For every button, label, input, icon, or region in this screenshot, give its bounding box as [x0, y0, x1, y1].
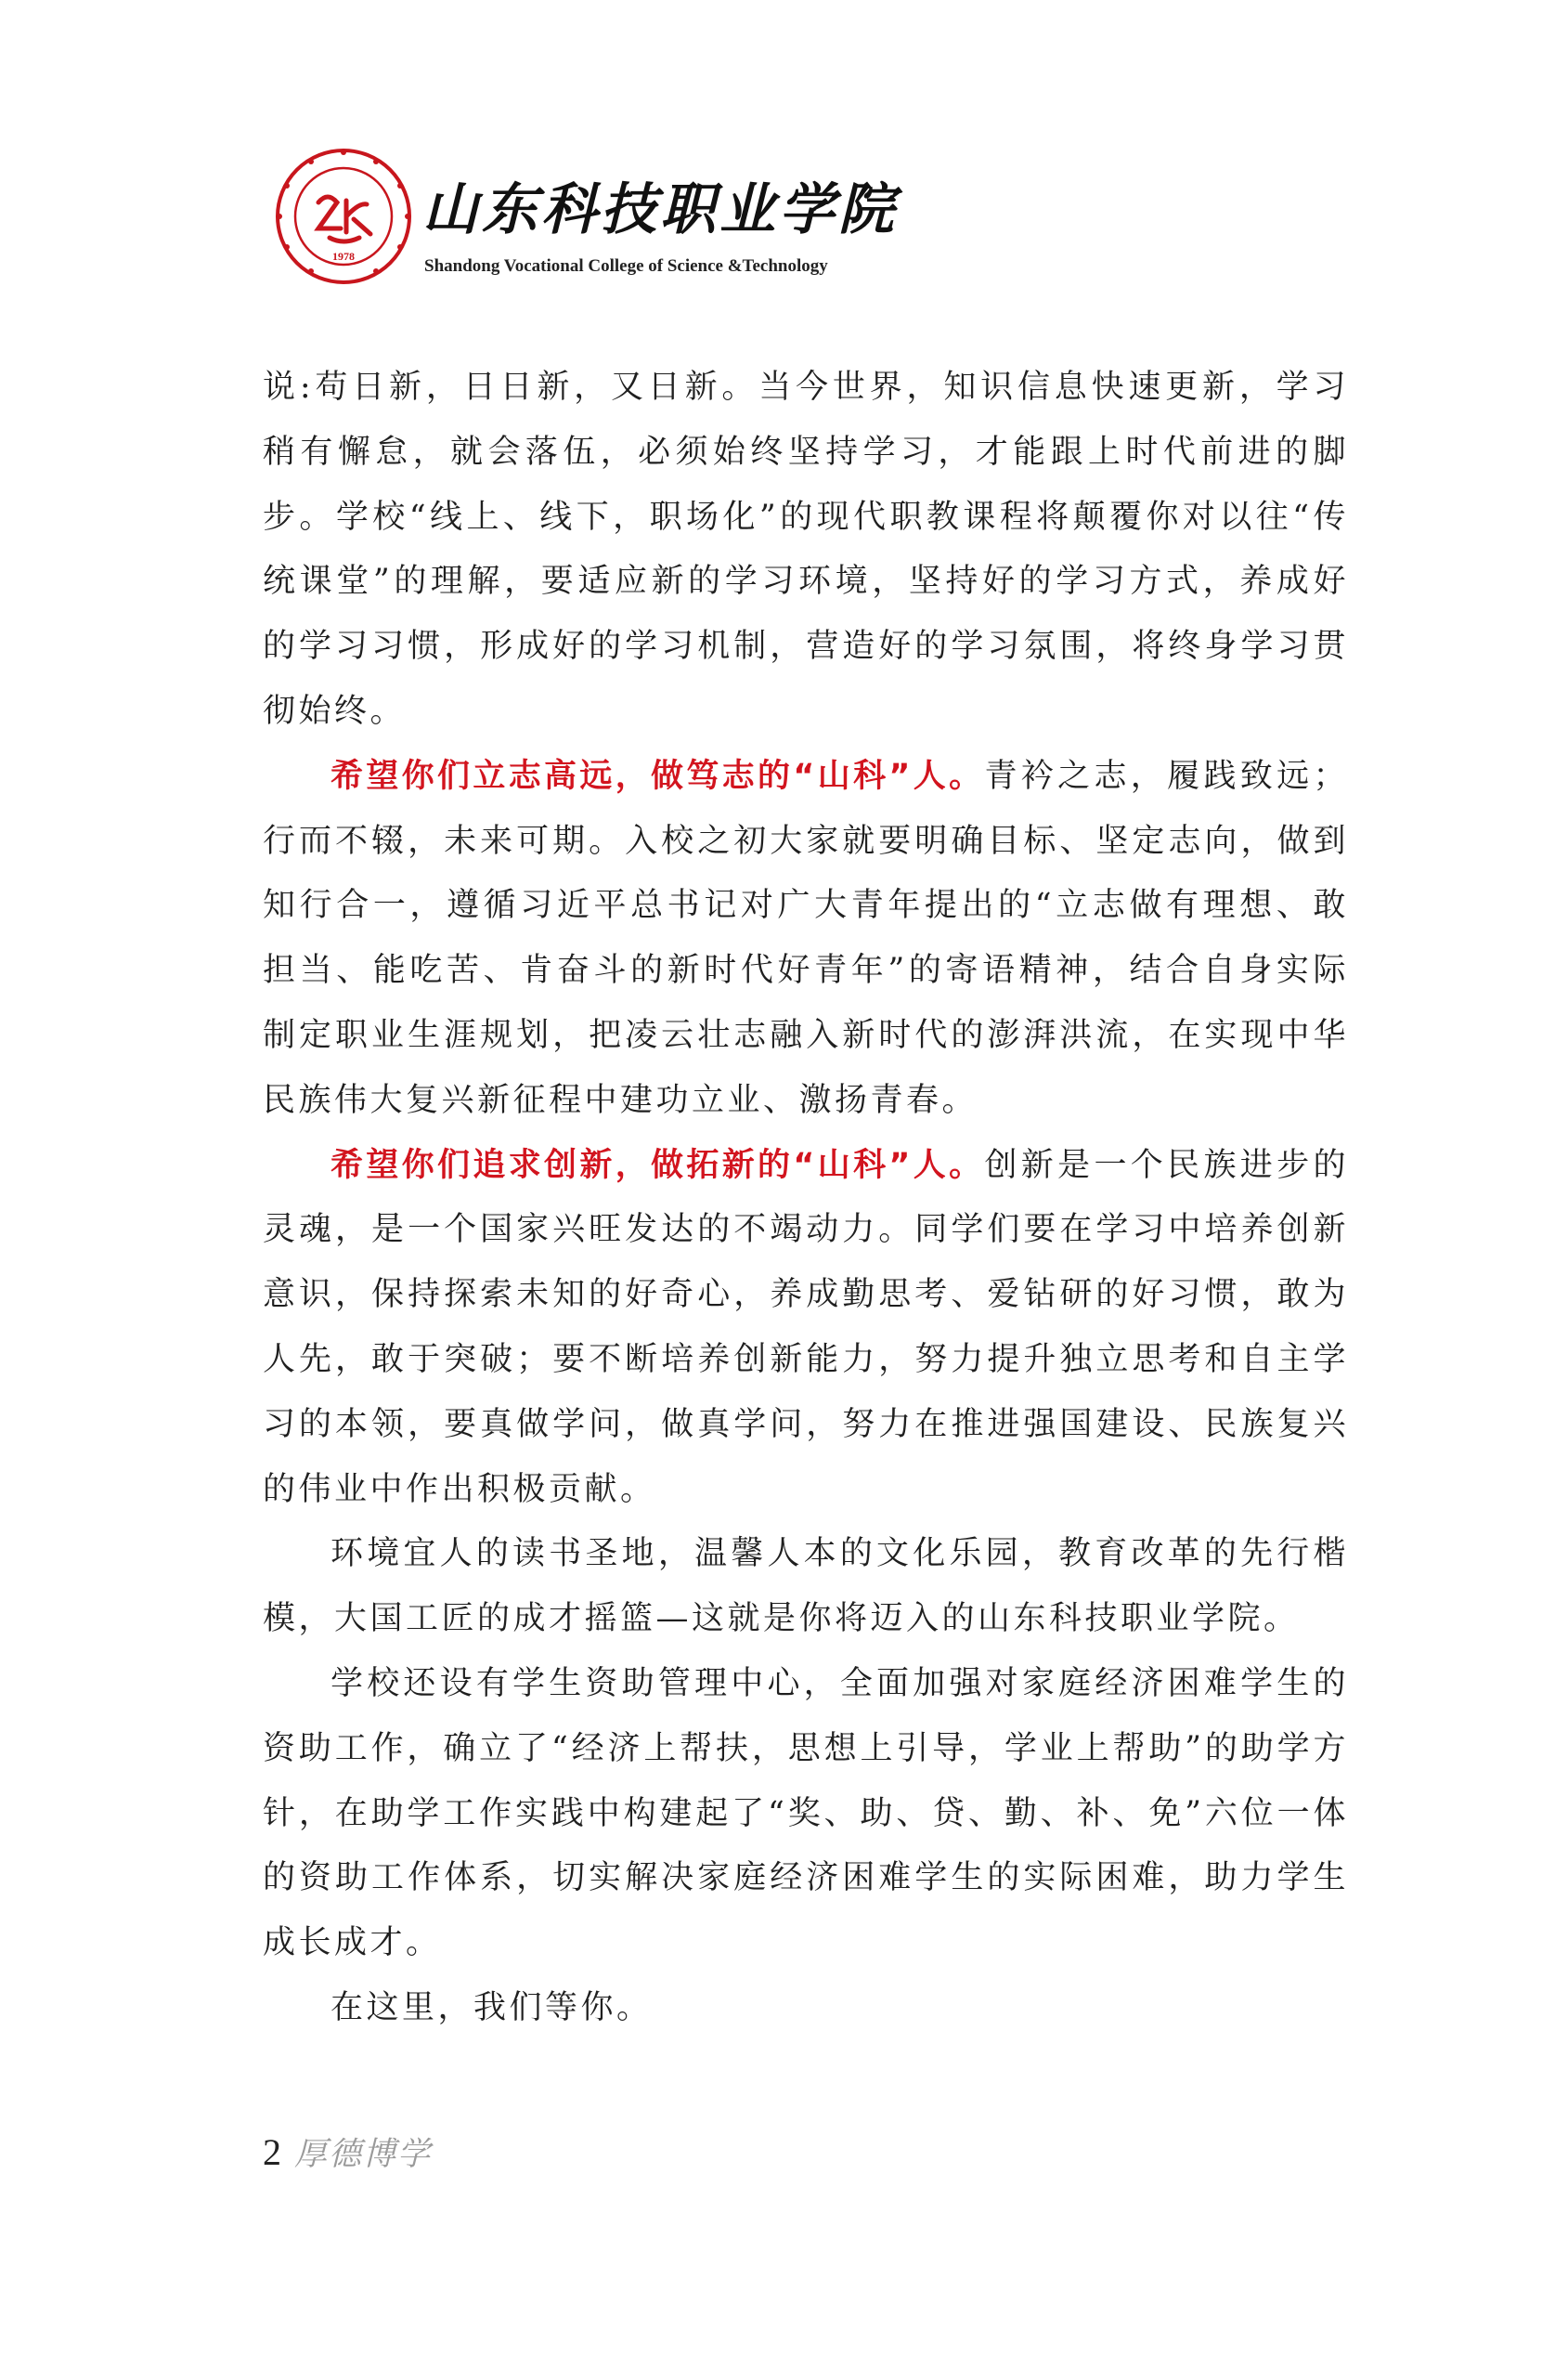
page-footer [263, 2131, 433, 2173]
paragraph-ambition-text: 青衿之志，履践致远；行而不辍，未来可期。入校之初大家就要明确目标、坚定志向，做到知行合一，遵循习近平总书记对广大青年提出的“立志做有理想、敢担当、能吃苦、肯奋斗的新时代好青年”的寄语精神，结合自身实际制定职业生涯规划，把凌云壮志融入新时代的澎湃洪流，在实现中华民族伟大复兴新征程中建功立业、激扬青春。 [263, 757, 1349, 1119]
highlight-innovation: 希望你们追求创新，做拓新的“山科”人。 [330, 1146, 985, 1184]
page-header [274, 147, 898, 305]
paragraph-closing: 在这里，我们等你。 [330, 1988, 653, 2026]
paragraph-campus: 环境宜人的读书圣地，温馨人本的文化乐园，教育改革的先行楷模，大国工匠的成才摇篮—这就是你将迈入的山东科技职业学院。 [263, 1535, 1349, 1638]
paragraph-ambition [263, 745, 1349, 1134]
paragraph-innovation [263, 1134, 1349, 1523]
page-number: 2 [263, 2131, 281, 2173]
paragraph-innovation-text: 创新是一个民族进步的灵魂，是一个国家兴旺发达的不竭动力。同学们要在学习中培养创新意识，保持探索未知的好奇心，养成勤思考、爱钻研的好习惯，敢为人先，敢于突破；要不断培养创新能力，努力提升独立思考和自主学习的本领，要真做学问，做真学问，努力在推进强国建设、民族复兴的伟业中作出积极贡献。 [263, 1146, 1349, 1508]
school-name: 山东科技职业学院 [422, 177, 898, 242]
body-text [263, 356, 1349, 2041]
school-name-english: Shandong Vocational College of Science &Technology [424, 256, 828, 276]
highlight-ambition: 希望你们立志高远，做笃志的“山科”人。 [330, 757, 985, 795]
paragraph-financial-aid: 学校还设有学生资助管理中心，全面加强对家庭经济困难学生的资助工作，确立了“经济上帮扶，思想上引导，学业上帮助”的助学方针，在助学工作实践中构建起了“奖、助、贷、勤、补、免”六位一体的资助工作体系，切实解决家庭经济困难学生的实际困难，助力学生成长成才。 [263, 1664, 1349, 1962]
seal-year: 1978 [332, 250, 355, 263]
paragraph-learning: 说:苟日新，日日新，又日新。当今世界，知识信息快速更新，学习稍有懈怠，就会落伍，必须始终坚持学习，才能跟上时代前进的脚步。学校“线上、线下，职场化”的现代职教课程将颠覆你对以往“传统课堂”的理解，要适应新的学习环境，坚持好的学习方式，养成好的学习习惯，形成好的学习机制，营造好的学习氛围，将终身学习贯彻始终。 [263, 369, 1349, 730]
school-seal-logo [274, 147, 413, 286]
school-motto: 厚德博学 [294, 2136, 433, 2173]
